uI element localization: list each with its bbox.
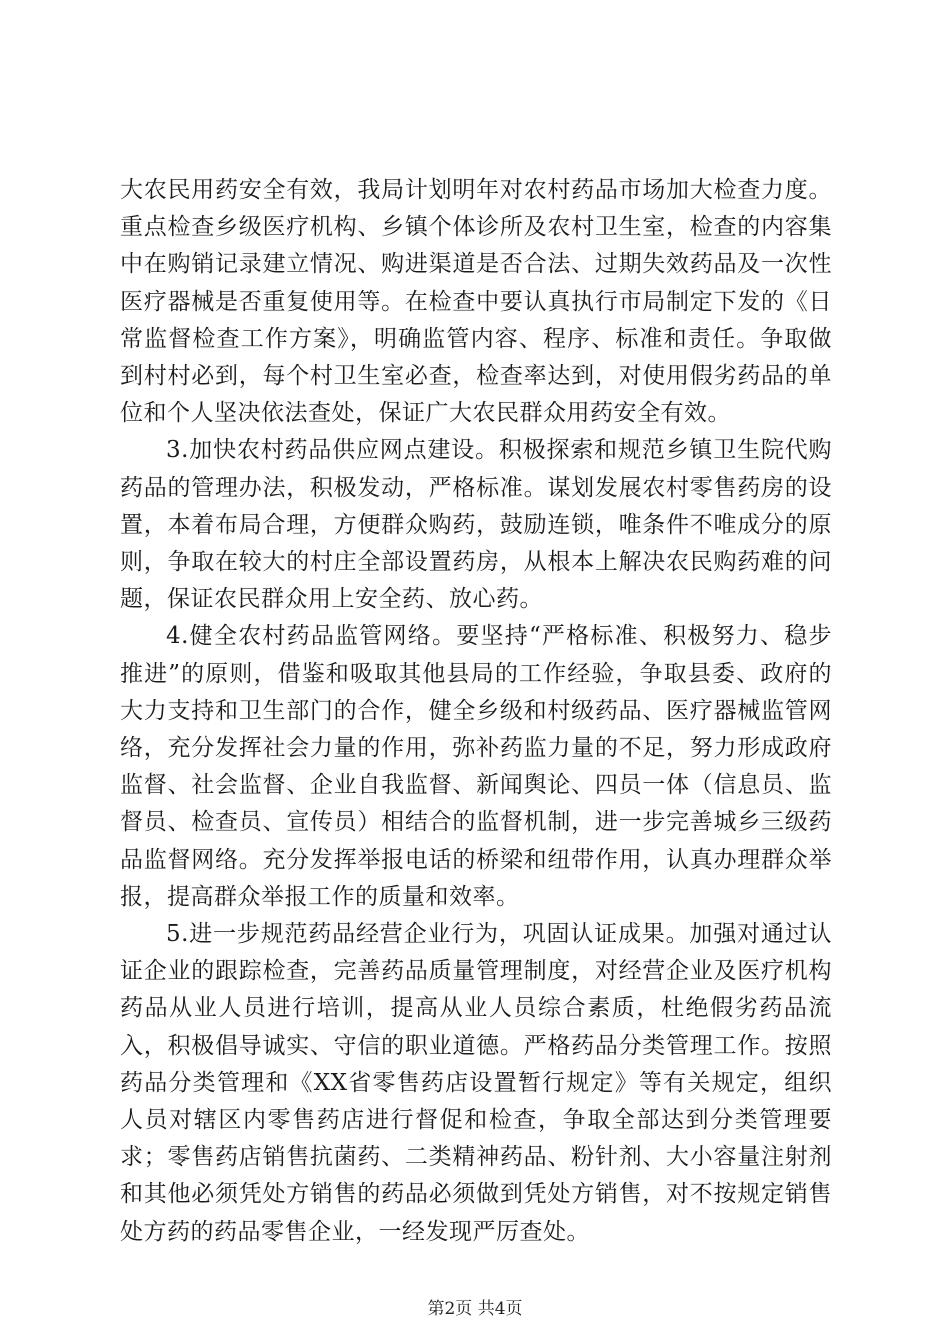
paragraph-item-3: 3.加快农村药品供应网点建设。积极探索和规范乡镇卫生院代购药品的管理办法，积极发动，严格标准。谋划发展农村零售药房的设置，本着布局合理，方便群众购药，鼓励连锁，唯条件不唯成分的原则，争取在较大的村庄全部设置药房，从根本上解决农民购药难的问题，保证农民群众用上安全药、放心药。 [120, 437, 832, 613]
page-number-footer: 第2页 共4页 [427, 1299, 523, 1319]
document-body [120, 172, 832, 1251]
paragraph-continuation: 大农民用药安全有效，我局计划明年对农村药品市场加大检查力度。重点检查乡级医疗机构、乡镇个体诊所及农村卫生室，检查的内容集中在购销记录建立情况、购进渠道是否合法、过期失效药品及一次性医疗器械是否重复使用等。在检查中要认真执行市局制定下发的《日常监督检查工作方案》，明确监管内容、程序、标准和责任。争取做到村村必到，每个村卫生室必查，检查率达到，对使用假劣药品的单位和个人坚决依法查处，保证广大农民群众用药安全有效。 [120, 177, 832, 427]
paragraph-item-5: 5.进一步规范药品经营企业行为，巩固认证成果。加强对通过认证企业的跟踪检查，完善药品质量管理制度，对经营企业及医疗机构药品从业人员进行培训，提高从业人员综合素质，杜绝假劣药品流入，积极倡导诚实、守信的职业道德。严格药品分类管理工作。按照药品分类管理和《XX省零售药店设置暂行规定》等有关规定，组织人员对辖区内零售药店进行督促和检查，争取全部达到分类管理要求；零售药店销售抗菌药、二类精神药品、粉针剂、大小容量注射剂和其他必须凭处方销售的药品必须做到凭处方销售，对不按规定销售处方药的药品零售企业，一经发现严厉查处。 [120, 921, 832, 1245]
paragraph-item-4: 4.健全农村药品监管网络。要坚持“严格标准、积极努力、稳步推进”的原则，借鉴和吸取其他县局的工作经验，争取县委、政府的大力支持和卫生部门的合作，健全乡级和村级药品、医疗器械监管网络，充分发挥社会力量的作用，弥补药监力量的不足，努力形成政府监督、社会监督、企业自我监督、新闻舆论、四员一体（信息员、监督员、检查员、宣传员）相结合的监督机制，进一步完善城乡三级药品监督网络。充分发挥举报电话的桥梁和纽带作用，认真办理群众举报，提高群众举报工作的质量和效率。 [120, 623, 832, 910]
